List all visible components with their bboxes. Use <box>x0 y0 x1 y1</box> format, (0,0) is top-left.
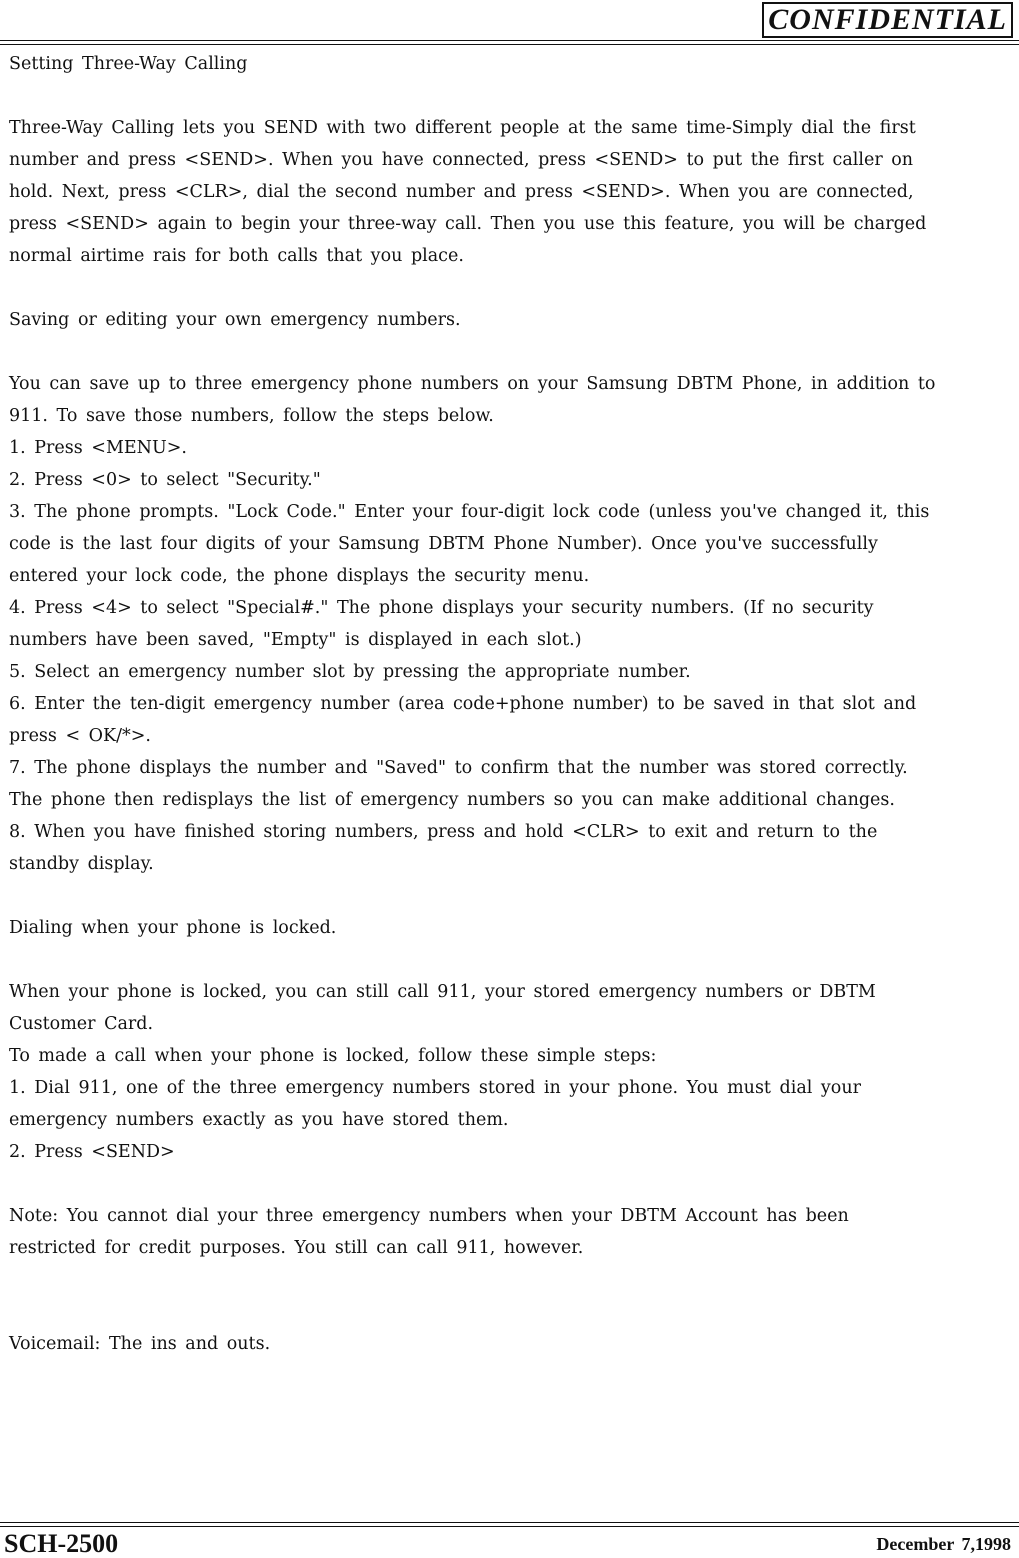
section-title-three-way: Setting Three-Way Calling <box>9 54 248 74</box>
paragraph-line: When your phone is locked, you can still call 911, your stored emergency numbers or DBTM <box>9 982 876 1002</box>
step-line: entered your lock code, the phone displays the security menu. <box>9 566 590 586</box>
paragraph-line: You can save up to three emergency phone numbers on your Samsung DBTM Phone, in addition to <box>9 374 936 394</box>
footer-rule <box>0 1522 1019 1523</box>
step-line: 6. Enter the ten-digit emergency number (area code+phone number) to be saved in that slot and <box>9 694 917 714</box>
step-line: emergency numbers exactly as you have stored them. <box>9 1110 509 1130</box>
paragraph-line: normal airtime rais for both calls that you place. <box>9 246 464 266</box>
note-line: Note: You cannot dial your three emergency numbers when your DBTM Account has been <box>9 1206 849 1226</box>
header-rule-inner <box>0 44 1019 45</box>
paragraph-line: number and press <SEND>. When you have connected, press <SEND> to put the first caller on <box>9 150 914 170</box>
paragraph-line: 911. To save those numbers, follow the steps below. <box>9 406 494 426</box>
step-line: The phone then redisplays the list of emergency numbers so you can make additional changes. <box>9 790 895 810</box>
paragraph-line: To made a call when your phone is locked, follow these simple steps: <box>9 1046 657 1066</box>
step-line: press < OK/*>. <box>9 726 151 746</box>
step-line: standby display. <box>9 854 154 874</box>
step-line: 4. Press <4> to select "Special#." The phone displays your security numbers. (If no security <box>9 598 874 618</box>
footer-rule-inner <box>0 1526 1019 1527</box>
step-line: code is the last four digits of your Samsung DBTM Phone Number). Once you've successfully <box>9 534 878 554</box>
step-line: 5. Select an emergency number slot by pressing the appropriate number. <box>9 662 691 682</box>
step-line: 1. Dial 911, one of the three emergency numbers stored in your phone. You must dial your <box>9 1078 861 1098</box>
step-line: 3. The phone prompts. "Lock Code." Enter your four-digit lock code (unless you've changed it, this <box>9 502 930 522</box>
step-line: 2. Press <0> to select "Security." <box>9 470 321 490</box>
section-title-voicemail: Voicemail: The ins and outs. <box>9 1334 271 1354</box>
paragraph-line: Three-Way Calling lets you SEND with two different people at the same time-Simply dial the first <box>9 118 916 138</box>
document-date: December 7,1998 <box>876 1534 1011 1554</box>
paragraph-line: hold. Next, press <CLR>, dial the second number and press <SEND>. When you are connected, <box>9 182 914 202</box>
note-line: restricted for credit purposes. You still can call 911, however. <box>9 1238 584 1258</box>
confidential-badge: CONFIDENTIAL <box>762 2 1013 38</box>
document-body <box>9 48 1009 1360</box>
section-title-locked: Dialing when your phone is locked. <box>9 918 337 938</box>
step-line: numbers have been saved, "Empty" is displayed in each slot.) <box>9 630 582 650</box>
section-title-emergency: Saving or editing your own emergency numbers. <box>9 310 461 330</box>
step-line: 1. Press <MENU>. <box>9 438 187 458</box>
header-rule <box>0 40 1019 41</box>
step-line: 8. When you have finished storing numbers, press and hold <CLR> to exit and return to the <box>9 822 878 842</box>
model-number: SCH-2500 <box>4 1529 119 1558</box>
paragraph-line: press <SEND> again to begin your three-way call. Then you use this feature, you will be charged <box>9 214 927 234</box>
paragraph-line: Customer Card. <box>9 1014 154 1034</box>
step-line: 7. The phone displays the number and "Saved" to confirm that the number was stored correctly. <box>9 758 908 778</box>
step-line: 2. Press <SEND> <box>9 1142 175 1162</box>
